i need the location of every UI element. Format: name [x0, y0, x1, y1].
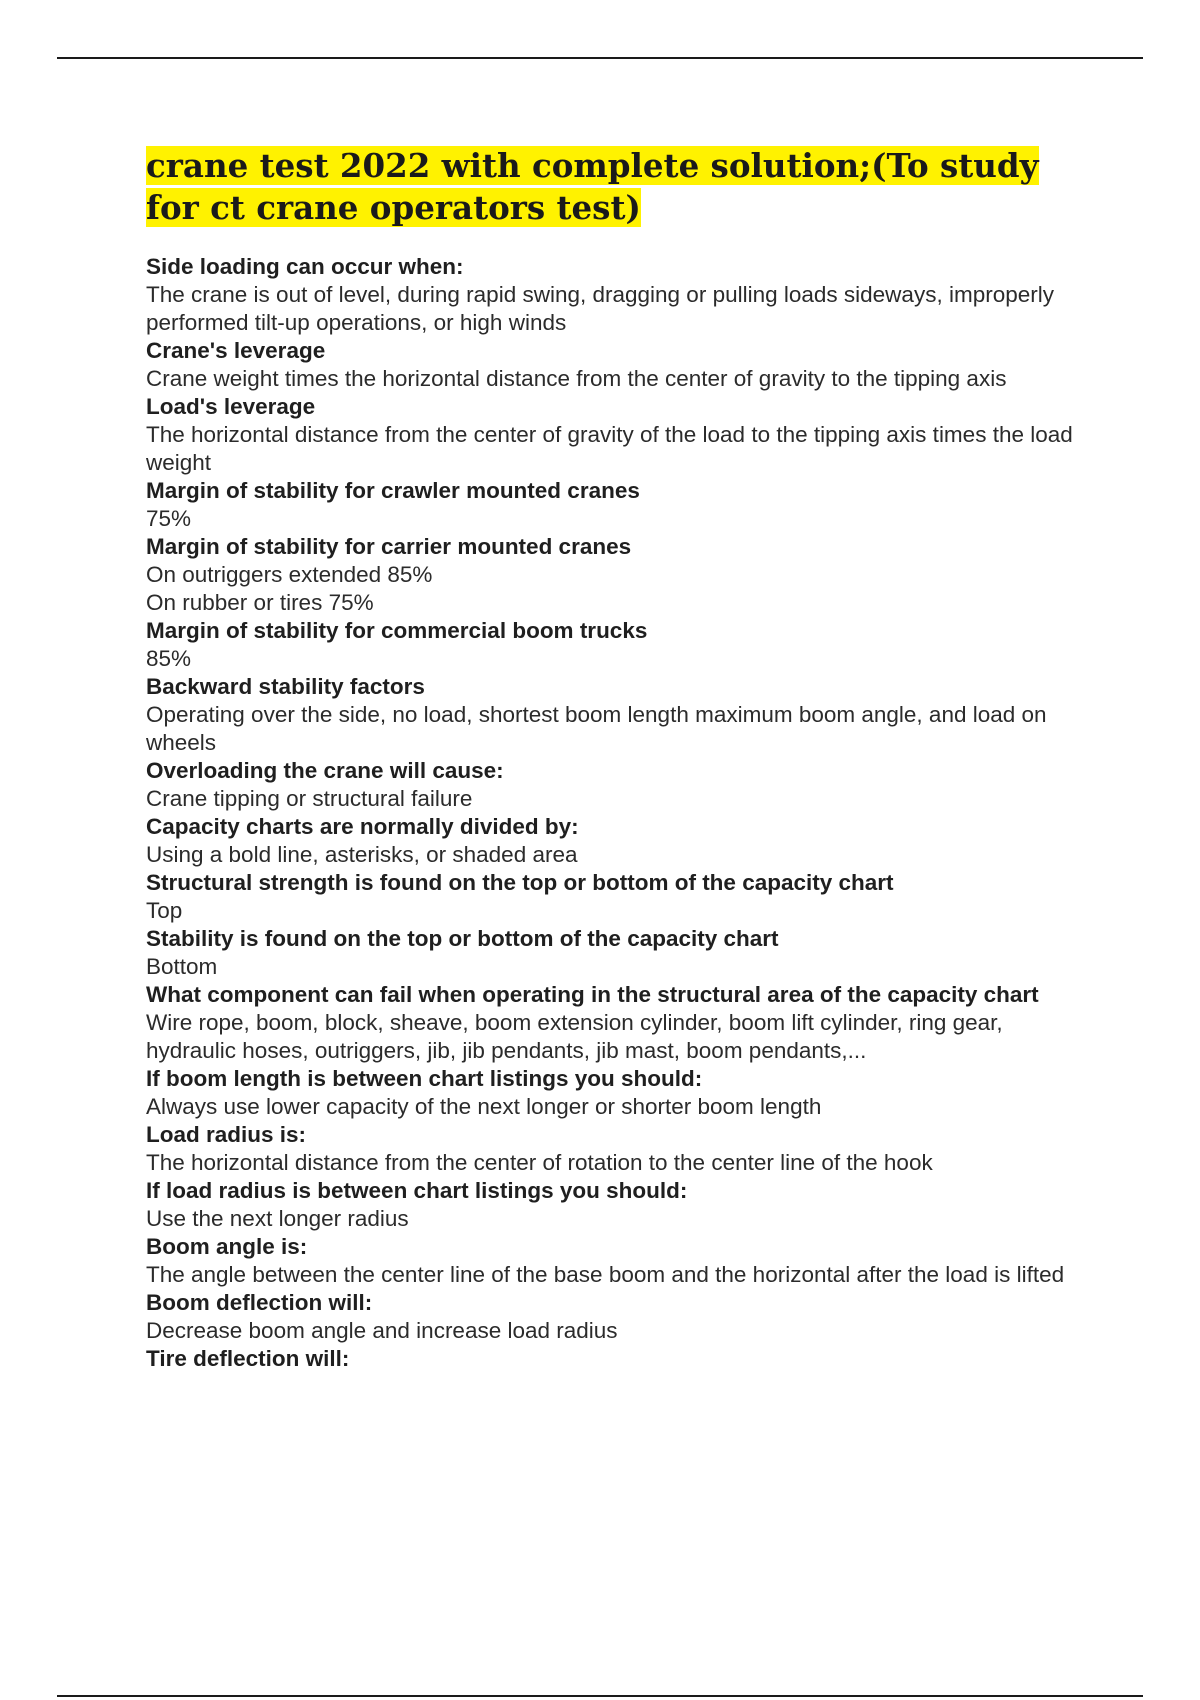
answer-text: Crane weight times the horizontal distance from the center of gravity to the tipping axis — [146, 366, 1007, 391]
question-text: Margin of stability for carrier mounted cranes — [146, 534, 632, 559]
question-text: Boom angle is: — [146, 1234, 308, 1259]
question-text: If load radius is between chart listings you should: — [146, 1178, 688, 1203]
answer-text: 75% — [146, 506, 192, 531]
question-text: Tire deflection will: — [146, 1346, 350, 1371]
page-title — [146, 145, 1086, 229]
answer-text: Decrease boom angle and increase load radius — [146, 1318, 618, 1343]
bottom-rule — [57, 1695, 1143, 1697]
question-text: Stability is found on the top or bottom of the capacity chart — [146, 926, 779, 951]
answer-text: 85% — [146, 646, 192, 671]
highlighted-title: crane test 2022 with complete solution;(To study for ct crane operators test) — [146, 146, 1039, 227]
question-text: What component can fail when operating in the structural area of the capacity chart — [146, 982, 1039, 1007]
answer-text: The horizontal distance from the center of rotation to the center line of the hook — [146, 1150, 933, 1175]
question-text: Structural strength is found on the top or bottom of the capacity chart — [146, 870, 894, 895]
answer-text: The angle between the center line of the base boom and the horizontal after the load is lifted — [146, 1262, 1065, 1287]
document-body — [146, 145, 1086, 1373]
answer-text: Always use lower capacity of the next longer or shorter boom length — [146, 1094, 822, 1119]
question-text: Boom deflection will: — [146, 1290, 373, 1315]
question-text: Crane's leverage — [146, 338, 326, 363]
question-text: Backward stability factors — [146, 674, 425, 699]
answer-text: Wire rope, boom, block, sheave, boom extension cylinder, boom lift cylinder, ring gear, hydraulic hoses, outriggers, jib, jib pendants, jib mast, boom pendants,... — [146, 1010, 1003, 1063]
answer-text: Crane tipping or structural failure — [146, 786, 473, 811]
question-text: Capacity charts are normally divided by: — [146, 814, 579, 839]
answer-text: Use the next longer radius — [146, 1206, 409, 1231]
question-text: Load's leverage — [146, 394, 316, 419]
answer-text: On outriggers extended 85% — [146, 562, 433, 587]
answer-text-secondary: On rubber or tires 75% — [146, 590, 374, 615]
qa-list — [146, 253, 1086, 1373]
answer-text: Top — [146, 898, 183, 923]
question-text: Margin of stability for crawler mounted cranes — [146, 478, 640, 503]
top-rule — [57, 57, 1143, 59]
question-text: Side loading can occur when: — [146, 254, 464, 279]
answer-text: Using a bold line, asterisks, or shaded area — [146, 842, 578, 867]
question-text: Overloading the crane will cause: — [146, 758, 504, 783]
answer-text: The horizontal distance from the center of gravity of the load to the tipping axis times the load weight — [146, 422, 1073, 475]
answer-text: Operating over the side, no load, shortest boom length maximum boom angle, and load on wheels — [146, 702, 1047, 755]
question-text: Margin of stability for commercial boom trucks — [146, 618, 648, 643]
question-text: Load radius is: — [146, 1122, 307, 1147]
question-text: If boom length is between chart listings you should: — [146, 1066, 703, 1091]
answer-text: Bottom — [146, 954, 218, 979]
answer-text: The crane is out of level, during rapid swing, dragging or pulling loads sideways, improperly performed tilt-up operations, or high winds — [146, 282, 1054, 335]
